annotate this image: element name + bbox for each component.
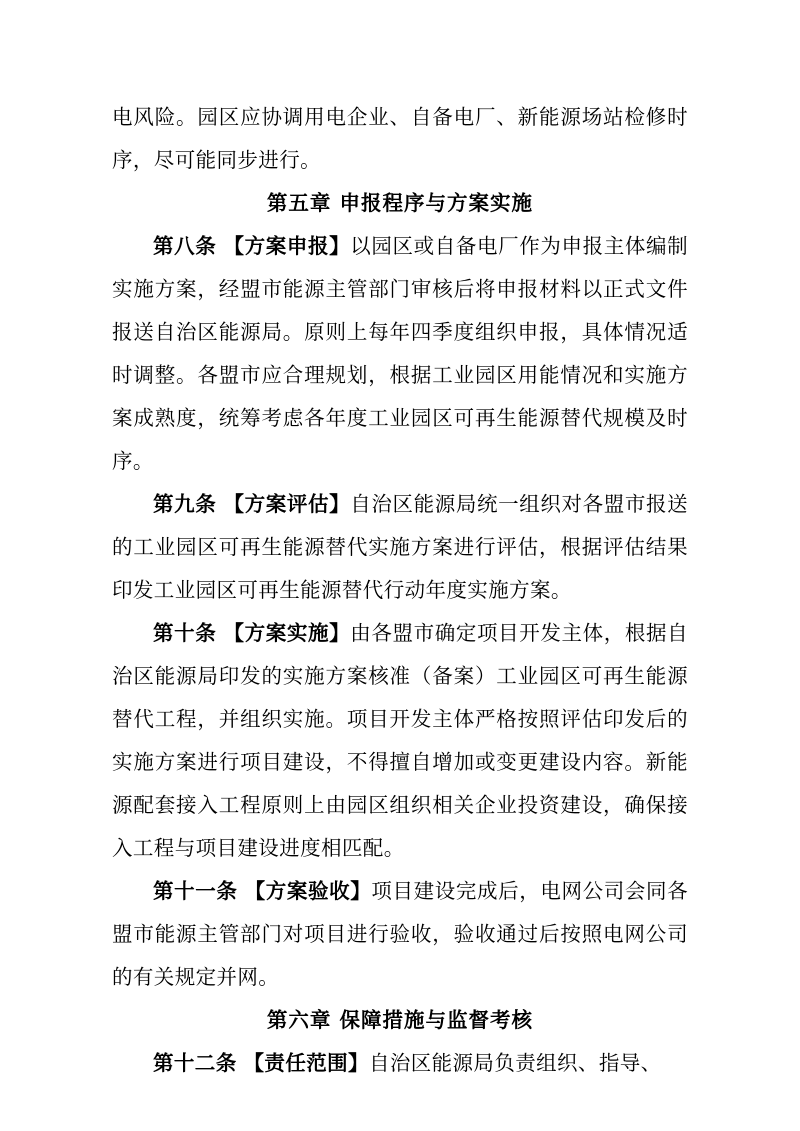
text-run: 以园区或自备电厂作为申报主体编制实施方案，经盟市能源主管部门审核后将申报材料以正式文件报送自治区能源局。原则上每年四季度组织申报，具体情况适时调整。各盟市应合理规划，根据工业园区用能情况和实施方案成熟度，统筹考虑各年度工业园区可再生能源替代规模及时序。 bbox=[112, 234, 689, 473]
text-run bbox=[216, 492, 223, 516]
clause-label: 第十二条 bbox=[153, 1051, 237, 1075]
paragraph bbox=[112, 1042, 688, 1085]
text-run bbox=[216, 621, 223, 645]
clause-label: 【方案评估】 bbox=[223, 492, 351, 516]
clause-label: 第十一条 bbox=[153, 879, 238, 903]
clause-label: 第十条 bbox=[153, 621, 217, 645]
clause-label: 【方案验收】 bbox=[244, 879, 372, 903]
paragraph bbox=[112, 96, 688, 182]
clause-label: 【方案申报】 bbox=[223, 234, 351, 258]
text-run bbox=[237, 1051, 244, 1075]
paragraph bbox=[112, 612, 688, 870]
text-run: 电风险。园区应协调用电企业、自备电厂、新能源场站检修时序，尽可能同步进行。 bbox=[112, 105, 688, 172]
chapter-heading: 第五章 申报程序与方案实施 bbox=[266, 191, 534, 215]
paragraph bbox=[112, 870, 688, 999]
document-body bbox=[112, 96, 688, 1085]
clause-label: 第八条 bbox=[153, 234, 217, 258]
paragraph bbox=[112, 225, 688, 483]
text-run bbox=[216, 234, 223, 258]
text-run: 项目建设完成后，电网公司会同各盟市能源主管部门对项目进行验收，验收通过后按照电网公司的有关规定并网。 bbox=[112, 879, 689, 989]
clause-label: 【责任范围】 bbox=[243, 1051, 369, 1075]
chapter-heading: 第六章 保障措施与监督考核 bbox=[266, 1008, 534, 1032]
clause-label: 【方案实施】 bbox=[223, 621, 351, 645]
text-run bbox=[238, 879, 245, 903]
text-run: 由各盟市确定项目开发主体，根据自治区能源局印发的实施方案核准（备案）工业园区可再生能源替代工程，并组织实施。项目开发主体严格按照评估印发后的实施方案进行项目建设，不得擅自增加或变更建设内容。新能源配套接入工程原则上由园区组织相关企业投资建设，确保接入工程与项目建设进度相匹配。 bbox=[112, 621, 689, 860]
paragraph bbox=[112, 483, 688, 612]
clause-label: 第九条 bbox=[153, 492, 217, 516]
text-run: 自治区能源局统一组织对各盟市报送的工业园区可再生能源替代实施方案进行评估，根据评估结果印发工业园区可再生能源替代行动年度实施方案。 bbox=[112, 492, 689, 602]
text-run: 自治区能源局负责组织、指导、 bbox=[368, 1051, 662, 1075]
